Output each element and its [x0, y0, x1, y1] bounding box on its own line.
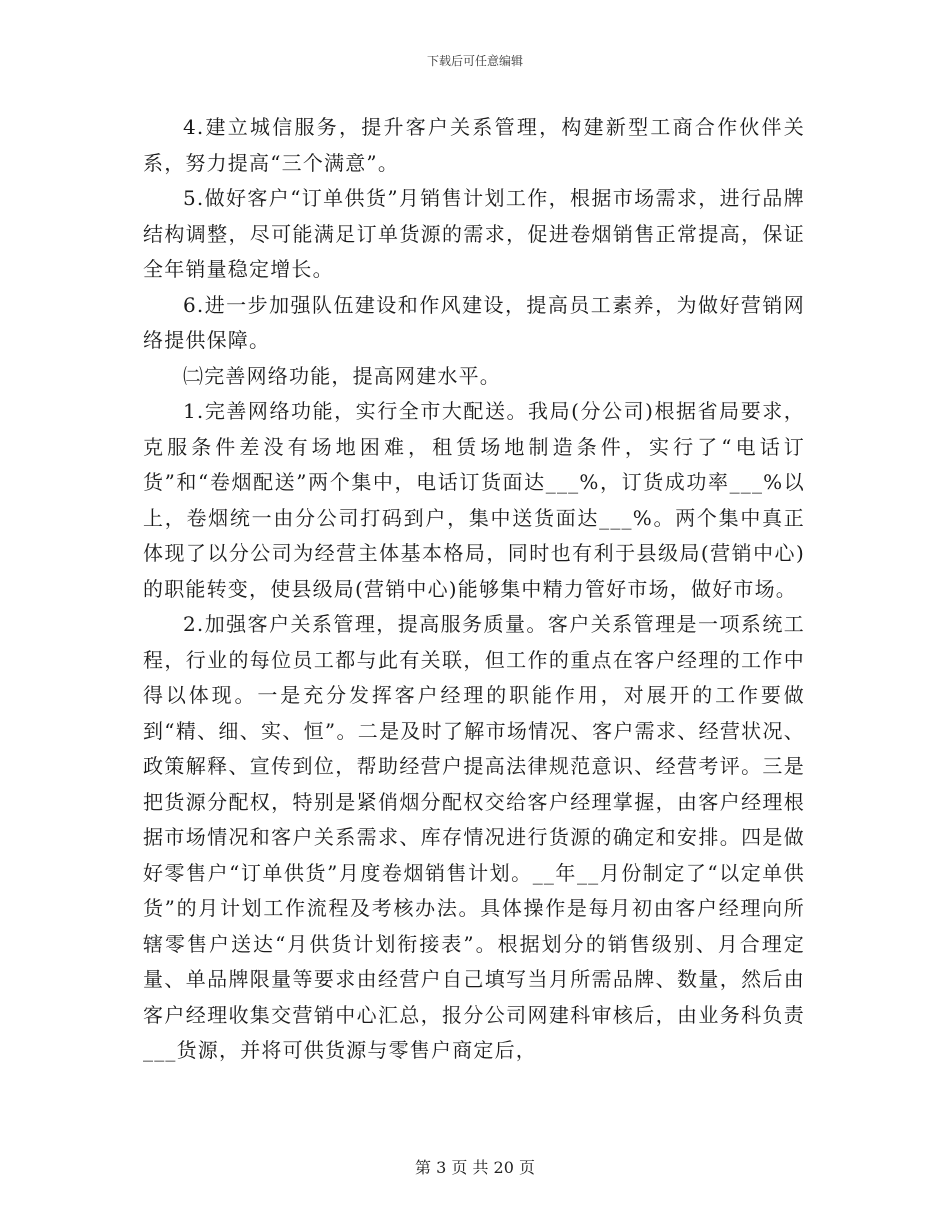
paragraph-item-6: 6.进一步加强队伍建设和作风建设，提高员工素养，为做好营销网络提供保障。: [143, 292, 805, 352]
paragraph-item-5: 5.做好客户“订单供货”月销售计划工作，根据市场需求，进行品牌结构调整，尽可能满足订单货源的需求，促进卷烟销售正常提高，保证全年销量稳定增长。: [143, 186, 805, 281]
section-heading-2: ㈡完善网络功能，提高网建水平。: [183, 363, 501, 388]
header-note: 下载后可任意编辑: [426, 54, 523, 68]
document-body: [143, 110, 805, 1069]
paragraph-network-function: 1.完善网络功能，实行全市大配送。我局(分公司)根据省局要求，克服条件差没有场地困难，租赁场地制造条件，实行了“电话订货”和“卷烟配送”两个集中，电话订货面达___%，订货成功率___%以上，卷烟统一由分公司打码到户，集中送货面达___%。两个集中真正体现了以分公司为经营主体基本格局，同时也有利于县级局(营销中心)的职能转变，使县级局(营销中心)能够集中精力管好市场，做好市场。: [143, 399, 805, 601]
paragraph-item-4: 4.建立城信服务，提升客户关系管理，构建新型工商合作伙伴关系，努力提高“三个满意”。: [143, 115, 805, 175]
page-number: 第 3 页 共 20 页: [415, 1158, 535, 1177]
paragraph-customer-relations: 2.加强客户关系管理，提高服务质量。客户关系管理是一项系统工程，行业的每位员工都与此有关联，但工作的重点在客户经理的工作中得以体现。一是充分发挥客户经理的职能作用，对展开的工作要做到“精、细、实、恒”。二是及时了解市场情况、客户需求、经营状况、政策解释、宣传到位，帮助经营户提高法律规范意识、经营考评。三是把货源分配权，特别是紧俏烟分配权交给客户经理掌握，由客户经理根据市场情况和客户关系需求、库存情况进行货源的确定和安排。四是做好零售户“订单供货”月度卷烟销售计划。__年__月份制定了“以定单供货”的月计划工作流程及考核办法。具体操作是每月初由客户经理向所辖零售户送达“月供货计划衔接表”。根据划分的销售级别、月合理定量、单品牌限量等要求由经营户自己填写当月所需品牌、数量，然后由客户经理收集交营销中心汇总，报分公司网建科审核后，由业务科负责___货源，并将可供货源与零售户商定后，: [143, 612, 805, 1062]
